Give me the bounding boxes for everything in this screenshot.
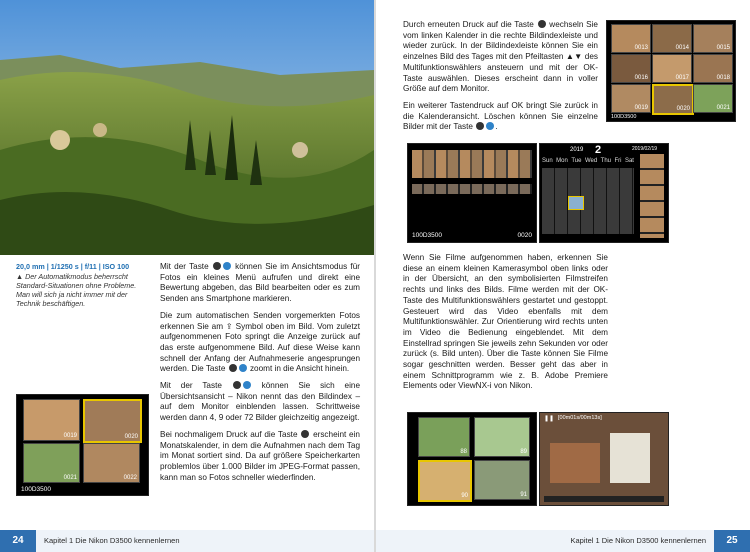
- paragraph: Ein weiterer Tastendruck auf OK bringt Sie zurück in die Kalenderansicht. Löschen können Sie einzelne Bilder mit der Taste .: [403, 100, 598, 132]
- thumbnail: 0019: [23, 399, 80, 441]
- camera-video-screen: [539, 412, 669, 506]
- calendar-day-selected: [568, 196, 584, 210]
- thumbnail-selected: 0020: [83, 399, 142, 443]
- thumbnail: 0014: [652, 24, 692, 53]
- movie-thumbnail: 91: [474, 460, 530, 500]
- video-frame-detail: [550, 443, 600, 483]
- send-symbol-icon: ⇪: [225, 321, 233, 331]
- paragraph: Bei nochmaligem Druck auf die Taste erscheint ein Monatskalender, in dem die Aufnahmen nach dem Tag im Monat sortiert sind. Da auf größere Speicherkarten problemlos über 1.000 Bilder im JPEG-Format passen, kann man so Fotos schneller wiederfinden.: [160, 429, 360, 482]
- thumbnail: 0022: [83, 443, 140, 483]
- calendar-date: 2019/02/19: [632, 146, 658, 152]
- i-button-icon: [223, 262, 231, 270]
- calendar-year: 2019: [570, 147, 584, 153]
- movie-thumbnail: 89: [474, 417, 530, 457]
- left-body-text: [160, 262, 360, 489]
- thumbnail: 0017: [652, 54, 692, 83]
- trash-icon: [486, 122, 494, 130]
- thumbnail: 0018: [693, 54, 733, 83]
- folder-label: 100D3500: [611, 114, 637, 120]
- thumbnail-strip: [412, 184, 532, 194]
- chapter-title: Kapitel 1 Die Nikon D3500 kennenlernen: [570, 536, 706, 545]
- thumbnail: 0019: [611, 84, 651, 113]
- folder-label: 100D3500: [21, 486, 51, 493]
- play-button-icon: [213, 262, 221, 270]
- caption-text: ▲ Der Automatikmodus beherrscht Standard-Situationen ohne Probleme. Man will sich ja nicht immer mit der Technik beschäftigen.: [16, 272, 137, 308]
- camera-index-9-screen: [606, 20, 736, 122]
- thumbnail: 0021: [23, 443, 80, 483]
- folder-label: 100D3500: [412, 232, 442, 239]
- left-page: [0, 0, 374, 552]
- frame-counter: 0020: [517, 232, 532, 239]
- paragraph: Mit der Taste können Sie im Ansichtsmodus für Fotos ein kleines Menü aufrufen und direkt eine Bewertung abgeben, das Bild bearbeiten oder es zum Senden ans Smartphone markieren.: [160, 262, 360, 304]
- thumbnail: 0021: [693, 84, 733, 113]
- video-control-bar: [544, 496, 664, 502]
- paragraph: Wenn Sie Filme aufgenommen haben, erkennen Sie diese an einem kleinen Kamerasymbol oben links oder in der Übersicht, an den symbolisierten Filmstreifen rechts und links des Bilds. Filme werden mit der OK-Taste des Multifunktionswählers gestartet und gestoppt. Gesteuert wird das Video ebenfalls mit dem Multifunktionswähler. Zur Orientierung wird rechts unten im Video die Bedienung eingeblendet. Mit dem Einstellrad springen Sie jeweils zehn Sekunden vor oder zurück (s. Bild unten). Über die Taste können Sie Filme sogar geschnitten werden. Besser geht das aber in einem Schnittprogramm wie z. B. Adobe Premiere Elements oder ViewNX-i von Nikon.: [403, 253, 608, 391]
- paragraph: Die zum automatischen Senden vorgemerkten Fotos erkennen Sie am ⇪ Symbol oben im Bild. Vom zuletzt aufgenommenen Foto springt die Anzeige zurück auf das erste aufgenommene Bild. Auf diese Weise kann schnell der Anfang der Aufnahmeserie angesprungen werden. Die Taste zoomt in die Ansicht hinein.: [160, 310, 360, 374]
- right-page: [376, 0, 750, 552]
- thumbnail: 0013: [611, 24, 651, 53]
- calendar-month: 2: [595, 144, 602, 156]
- pause-icon: ❚❚: [544, 416, 555, 422]
- thumbnail-selected: 0020: [652, 84, 694, 115]
- right-body-bottom: [403, 253, 608, 398]
- camera-calendar-screen: [539, 143, 669, 243]
- zoom-out-dial-icon: [243, 381, 251, 389]
- camera-movie-index-screen: [407, 412, 537, 506]
- paragraph: Durch erneuten Druck auf die Taste wechseln Sie vom linken Kalender in die rechte Bildindexleiste und wieder zurück. In der Bildindexleiste können Sie ein einzelnes Bild des Tages mit den Pfeiltasten ▲▼ des Multifunktionswählers ansteuern und mit der OK-Taste auswählen. Dieses erscheint dann in voller Größe auf dem Monitor.: [403, 20, 598, 94]
- page-number: 25: [714, 530, 750, 552]
- thumbnail: 0015: [693, 24, 733, 53]
- trash-button-icon: [476, 122, 484, 130]
- zoom-out-button-icon: [538, 20, 546, 28]
- paragraph: Mit der Taste können Sie sich eine Übersichtsansicht – Nikon nennt das den Bildindex – auf dem Monitor einblenden lassen. Schrittweise werden dann 4, 9 oder 72 Bilder gleichzeitig angezeigt.: [160, 381, 360, 423]
- zoom-in-button-icon: [229, 364, 237, 372]
- right-body-top: [403, 20, 598, 139]
- left-footer: [0, 530, 374, 552]
- right-footer: [376, 530, 750, 552]
- calendar-grid: [542, 168, 634, 234]
- page-number: 24: [0, 530, 36, 552]
- video-timecode: [00m01s/00m13s]: [558, 415, 602, 421]
- zoom-out-button-icon: [301, 430, 309, 438]
- landscape-photo: [0, 0, 374, 255]
- camera-filmstrip-screen: [407, 143, 537, 243]
- video-frame-window: [610, 433, 650, 483]
- thumbnail-strip: [412, 150, 532, 178]
- camera-index-screen: [16, 394, 149, 496]
- calendar-weekdays: Sun Mon Tue Wed Thu Fri Sat: [542, 158, 634, 164]
- thumbnail: 0016: [611, 54, 651, 83]
- zoom-in-dial-icon: [239, 364, 247, 372]
- day-thumbnail-column: [640, 154, 664, 238]
- movie-thumbnail-selected: 90: [418, 460, 472, 502]
- photo-caption: [16, 262, 151, 308]
- movie-thumbnail: 88: [418, 417, 470, 457]
- zoom-out-button-icon: [233, 381, 241, 389]
- chapter-title: Kapitel 1 Die Nikon D3500 kennenlernen: [44, 536, 180, 545]
- exif-info: 20,0 mm | 1/1250 s | f/11 | ISO 100: [16, 262, 130, 271]
